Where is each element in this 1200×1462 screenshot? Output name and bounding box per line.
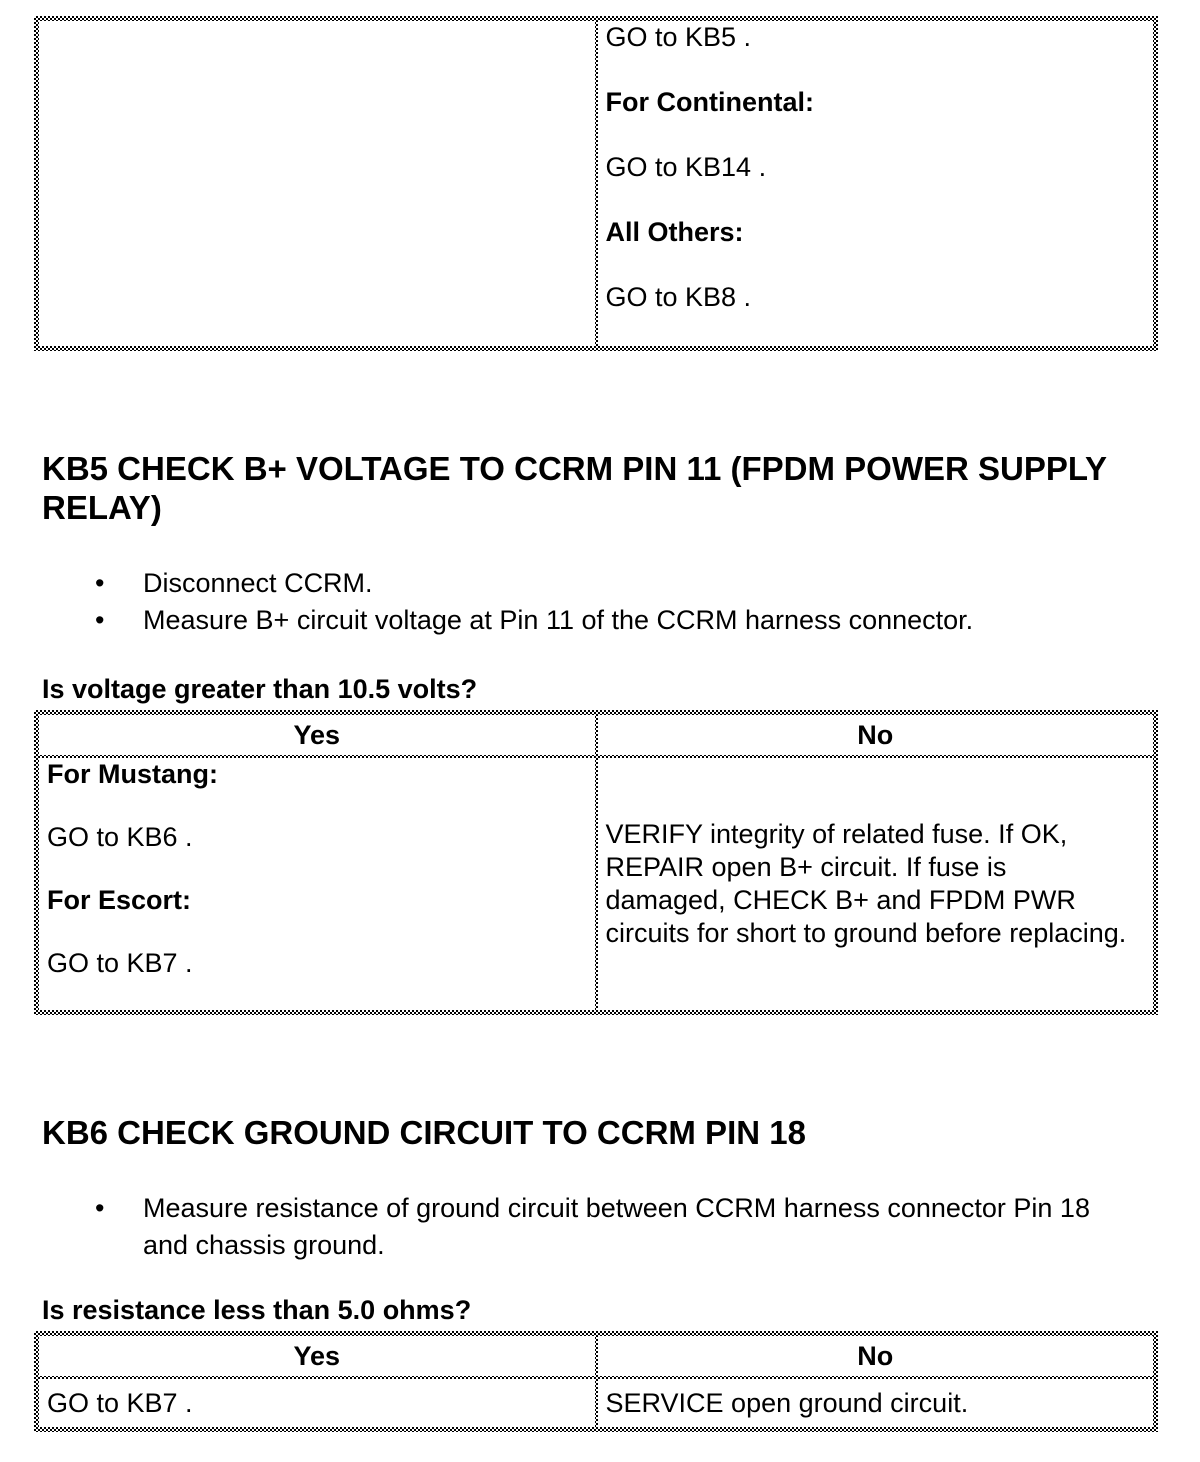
yes-header: Yes [39,1336,595,1376]
for-escort-label: For Escort: [47,885,192,915]
all-others-label: All Others: [605,217,744,247]
instruction-cell [598,21,1154,346]
no-header: No [598,1336,1154,1376]
continuation-decision-table [34,16,1158,351]
for-mustang-label: For Mustang: [47,759,218,789]
kb6-question: Is resistance less than 5.0 ohms? [42,1295,472,1325]
kb6-table-grid [36,1333,1156,1430]
table-header-row [39,1336,1153,1376]
bullet-icon: • [95,1193,105,1223]
kb5-table-grid [36,712,1156,1013]
list-item [95,565,1109,602]
kb5-heading: KB5 CHECK B+ VOLTAGE TO CCRM PIN 11 (FPDM POWER SUPPLY RELAY) [42,450,1107,526]
kb5-question: Is voltage greater than 10.5 volts? [42,674,478,704]
go-to-kb7-text: GO to KB7 . [47,948,193,978]
continuation-table-grid [36,18,1156,349]
no-cell [598,758,1154,1010]
table-header-row [39,715,1153,755]
table-row [39,758,1153,1010]
step-text: Disconnect CCRM. [143,568,373,598]
kb6-decision-table [34,1331,1158,1432]
no-cell: SERVICE open ground circuit. [598,1379,1154,1427]
step-text: Measure resistance of ground circuit between CCRM harness connector Pin 18 and chassis ground. [143,1193,1090,1260]
kb5-decision-table [34,710,1158,1015]
no-action-text: damaged, CHECK B+ and FPDM PWR [605,885,1076,915]
list-item [95,602,1109,639]
no-header: No [598,715,1154,755]
yes-cell: GO to KB7 . [39,1379,595,1427]
kb6-heading: KB6 CHECK GROUND CIRCUIT TO CCRM PIN 18 [42,1114,806,1151]
step-text: Measure B+ circuit voltage at Pin 11 of the CCRM harness connector. [143,605,974,635]
yes-cell [39,758,595,1010]
table-row [39,1379,1153,1427]
go-to-kb6-text: GO to KB6 . [47,822,193,852]
no-action-text: REPAIR open B+ circuit. If fuse is [605,852,1007,882]
go-to-kb14-text: GO to KB14 . [605,152,767,182]
for-continental-label: For Continental: [605,87,814,117]
go-to-kb5-text: GO to KB5 . [605,22,752,52]
bullet-icon: • [95,605,105,635]
yes-header: Yes [39,715,595,755]
kb6-step-list [34,1190,1158,1264]
kb5-step-list [34,565,1158,639]
bullet-icon: • [95,568,105,598]
no-action-text: VERIFY integrity of related fuse. If OK, [605,819,1068,849]
go-to-kb8-text: GO to KB8 . [605,282,752,312]
table-row [39,21,1153,346]
no-action-text: circuits for short to ground before replacing. [605,918,1127,948]
list-item [95,1190,1109,1264]
empty-cell [39,21,595,346]
